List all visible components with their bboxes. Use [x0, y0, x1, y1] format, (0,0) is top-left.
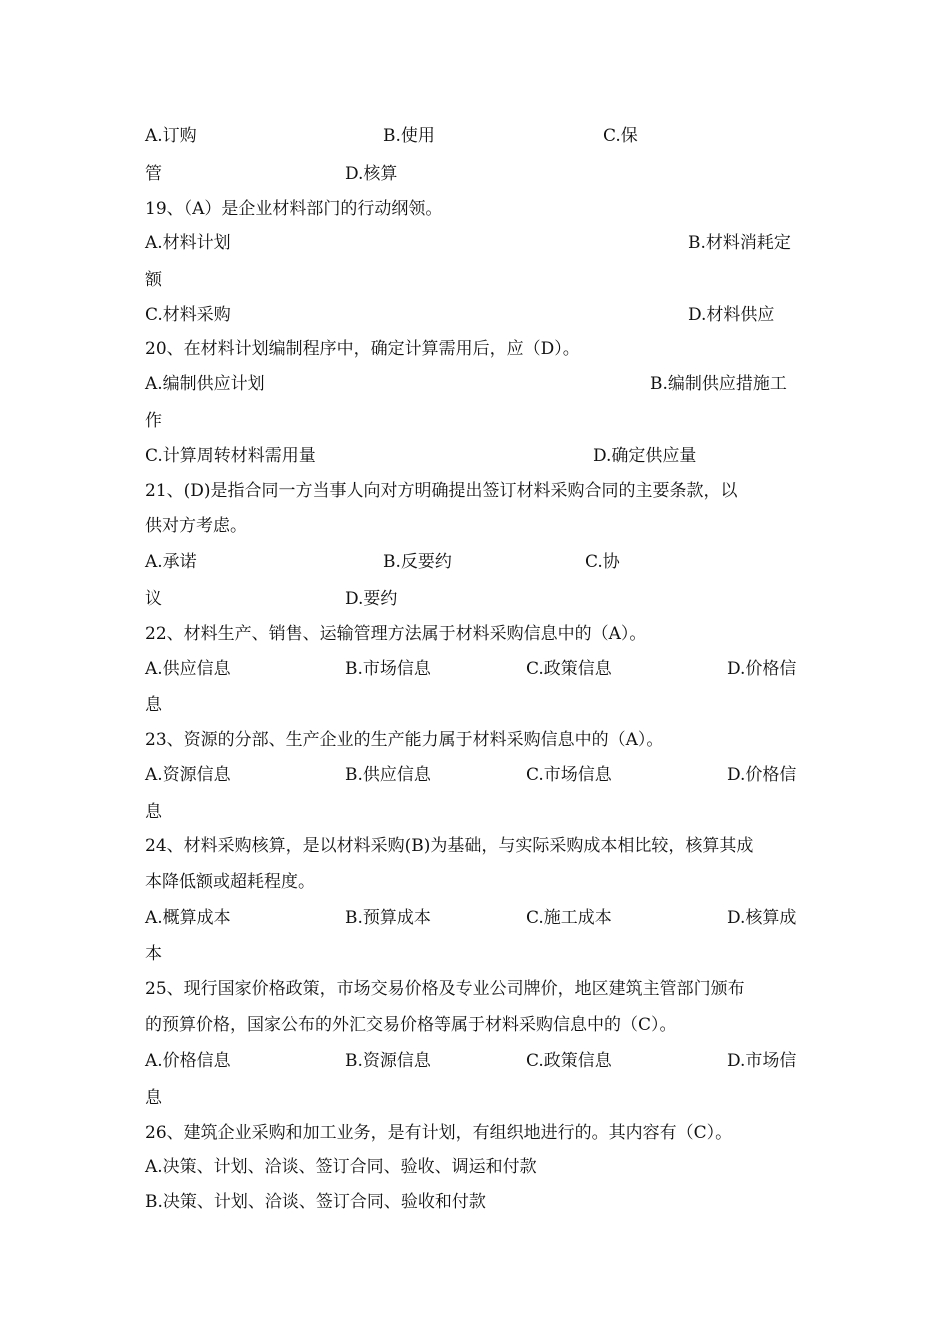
q23-option-d: D.价格信	[727, 765, 797, 785]
q24-stem-line1: 24、材料采购核算，是以材料采购(B)为基础，与实际采购成本相比较，核算其成	[145, 836, 754, 856]
q26-option-a: A.决策、计划、洽谈、签订合同、验收、调运和付款	[145, 1157, 537, 1177]
q20-option-b-wrap: 作	[145, 411, 162, 431]
q19-option-c: C.材料采购	[145, 305, 231, 325]
q20-option-d: D.确定供应量	[593, 446, 697, 466]
q20-option-c: C.计算周转材料需用量	[145, 446, 316, 466]
q19-option-d: D.材料供应	[688, 305, 775, 325]
q20-option-a: A.编制供应计划	[145, 374, 265, 394]
q20-option-b: B.编制供应措施工	[650, 374, 787, 394]
q21-option-c: C.协	[585, 552, 620, 572]
q21-stem-line1: 21、(D)是指合同一方当事人向对方明确提出签订材料采购合同的主要条款，以	[145, 481, 738, 501]
q18-option-b: B.使用	[383, 126, 435, 146]
q25-option-c: C.政策信息	[526, 1051, 612, 1071]
q23-option-a: A.资源信息	[145, 765, 231, 785]
q21-option-a: A.承诺	[145, 552, 197, 572]
q25-stem-line2: 的预算价格，国家公布的外汇交易价格等属于材料采购信息中的（C）。	[145, 1015, 677, 1035]
q23-option-c: C.市场信息	[526, 765, 612, 785]
q22-option-d-wrap: 息	[145, 695, 162, 715]
q23-option-d-wrap: 息	[145, 802, 162, 822]
q18-option-c-wrap: 管	[145, 164, 162, 184]
q21-option-c-wrap: 议	[145, 589, 162, 609]
q18-option-c: C.保	[603, 126, 638, 146]
q22-option-c: C.政策信息	[526, 659, 612, 679]
q19-option-a: A.材料计划	[145, 233, 231, 253]
q24-option-c: C.施工成本	[526, 908, 612, 928]
q25-option-b: B.资源信息	[345, 1051, 431, 1071]
q24-option-d: D.核算成	[727, 908, 797, 928]
q22-option-b: B.市场信息	[345, 659, 431, 679]
q18-option-d: D.核算	[345, 164, 398, 184]
q19-stem: 19、（A）是企业材料部门的行动纲领。	[145, 199, 443, 219]
q26-stem: 26、建筑企业采购和加工业务，是有计划，有组织地进行的。其内容有（C）。	[145, 1123, 733, 1143]
q21-option-b: B.反要约	[383, 552, 452, 572]
q26-option-b: B.决策、计划、洽谈、签订合同、验收和付款	[145, 1192, 486, 1212]
q23-stem: 23、资源的分部、生产企业的生产能力属于材料采购信息中的（A）。	[145, 730, 664, 750]
q22-option-a: A.供应信息	[145, 659, 231, 679]
q24-option-a: A.概算成本	[145, 908, 231, 928]
q24-option-b: B.预算成本	[345, 908, 431, 928]
q25-stem-line1: 25、现行国家价格政策，市场交易价格及专业公司牌价，地区建筑主管部门颁布	[145, 979, 745, 999]
q20-stem: 20、在材料计划编制程序中，确定计算需用后，应（D）。	[145, 339, 580, 359]
q23-option-b: B.供应信息	[345, 765, 431, 785]
q24-option-d-wrap: 本	[145, 944, 162, 964]
q18-option-a: A.订购	[145, 126, 197, 146]
q19-option-b-wrap: 额	[145, 270, 162, 290]
q22-option-d: D.价格信	[727, 659, 797, 679]
q25-option-a: A.价格信息	[145, 1051, 231, 1071]
q24-stem-line2: 本降低额或超耗程度。	[145, 872, 315, 892]
q22-stem: 22、材料生产、销售、运输管理方法属于材料采购信息中的（A）。	[145, 624, 647, 644]
q25-option-d-wrap: 息	[145, 1088, 162, 1108]
q25-option-d: D.市场信	[727, 1051, 797, 1071]
q19-option-b: B.材料消耗定	[688, 233, 791, 253]
q21-option-d: D.要约	[345, 589, 398, 609]
q21-stem-line2: 供对方考虑。	[145, 516, 247, 536]
